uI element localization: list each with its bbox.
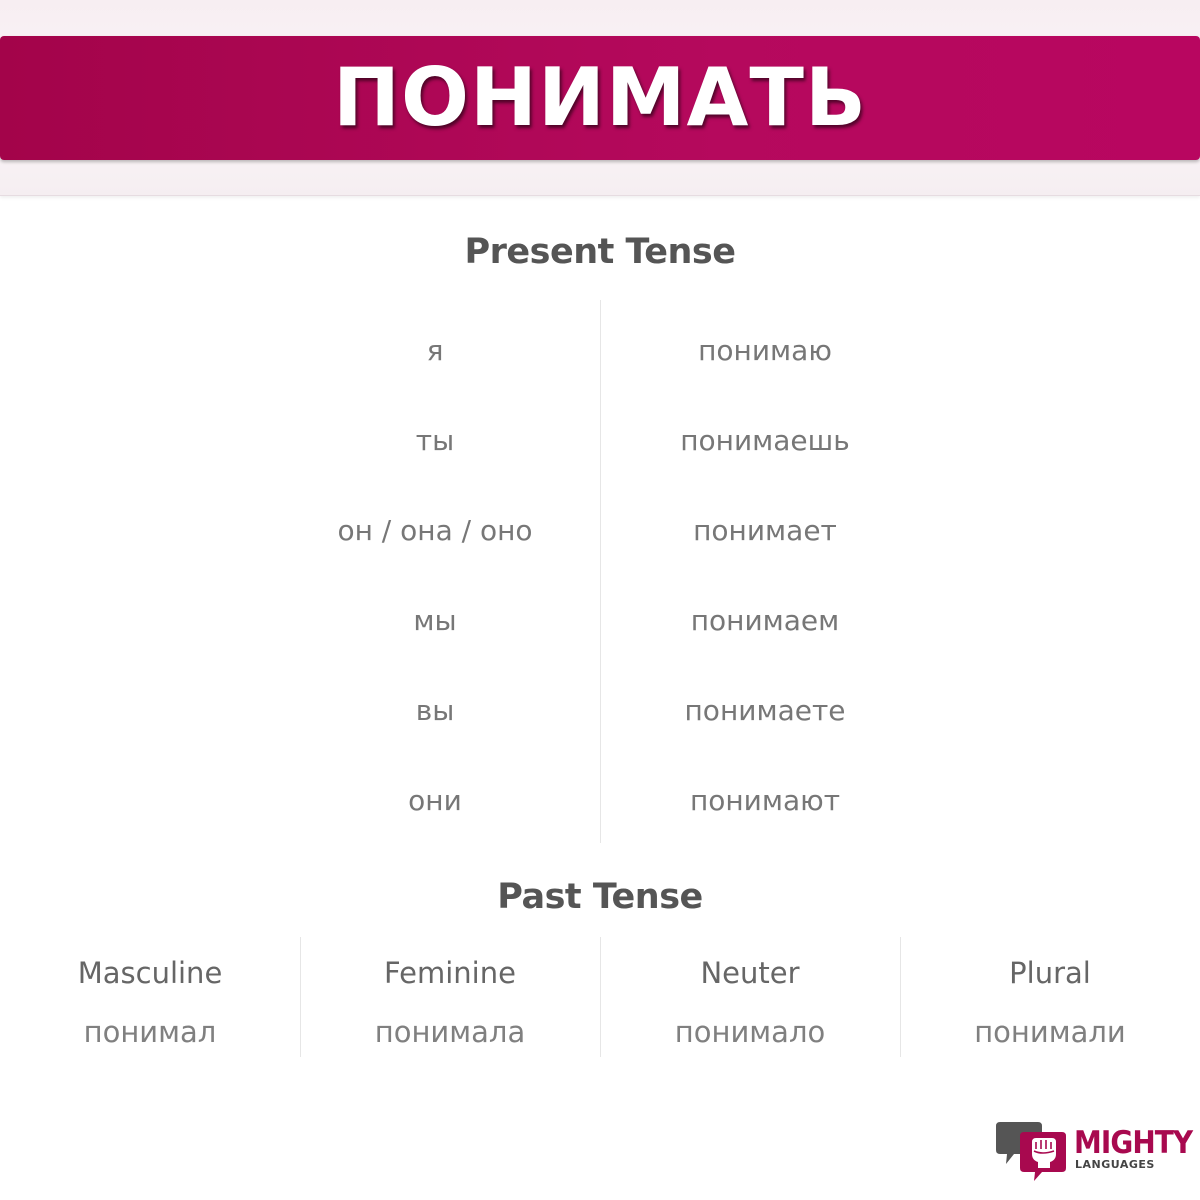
past-form: понимало (674, 1015, 826, 1049)
pronoun: вы (415, 694, 455, 727)
speech-bubble-fist-icon (996, 1120, 1072, 1182)
past-column-plural (900, 937, 1200, 1057)
conjugation-row (0, 691, 1200, 731)
pronoun: мы (413, 604, 457, 637)
past-tense-grid (0, 937, 1200, 1057)
past-form: понимала (374, 1015, 526, 1049)
verb-form: понимает (693, 514, 837, 547)
past-column-neuter (600, 937, 900, 1057)
pronoun: ты (415, 424, 455, 457)
pronoun: они (408, 784, 462, 817)
verb-form: понимаете (684, 694, 846, 727)
logo-subtitle: LANGUAGES (1075, 1158, 1155, 1171)
present-divider (600, 300, 601, 843)
title-bar (0, 36, 1200, 160)
verb-form: понимаем (690, 604, 840, 637)
conjugation-row (0, 511, 1200, 551)
verb-title: ПОНИМАТЬ (333, 51, 867, 144)
conjugation-row (0, 601, 1200, 641)
past-column-masculine (0, 937, 300, 1057)
pronoun: я (426, 334, 444, 367)
present-tense-heading: Present Tense (464, 232, 736, 272)
verb-form: понимают (689, 784, 841, 817)
conjugation-row (0, 781, 1200, 821)
past-form: понимал (83, 1015, 217, 1049)
verb-form: понимаешь (680, 424, 850, 457)
gender-label: Feminine (384, 956, 516, 990)
gender-label: Masculine (77, 956, 223, 990)
past-form: понимали (974, 1015, 1126, 1049)
conjugation-row (0, 331, 1200, 371)
gender-label: Plural (1009, 956, 1091, 990)
pronoun: он / она / оно (337, 514, 533, 547)
past-tense-heading: Past Tense (497, 877, 703, 917)
logo-wordmark: MIGHTY (1074, 1125, 1193, 1161)
past-column-feminine (300, 937, 600, 1057)
verb-form: понимаю (698, 334, 832, 367)
mighty-languages-logo (996, 1120, 1193, 1182)
conjugation-row (0, 421, 1200, 461)
gender-label: Neuter (700, 956, 800, 990)
